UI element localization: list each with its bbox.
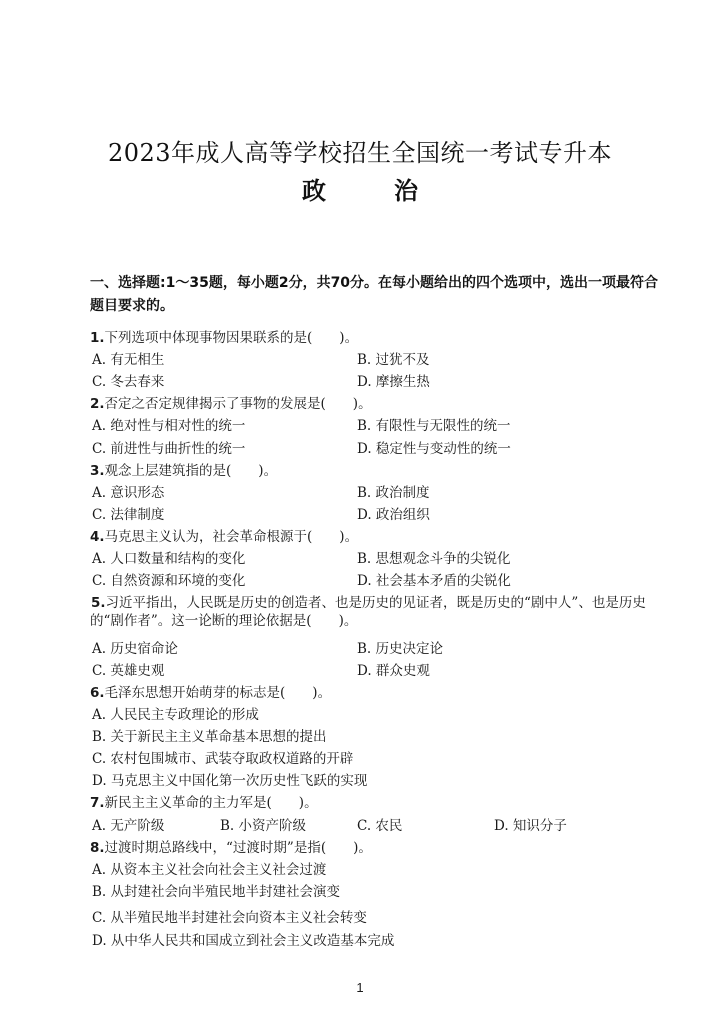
- question-text: 习近平指出，人民既是历史的创造者、也是历史的见证者，既是历史的“剧中人”、也是历史的“剧作者”。这一论断的理论依据是( )。: [90, 595, 646, 629]
- option-d[interactable]: D. 摩擦生热: [357, 374, 430, 390]
- option-c[interactable]: C. 自然资源和环境的变化: [92, 573, 246, 589]
- option-b[interactable]: B. 思想观念斗争的尖锐化: [357, 551, 511, 567]
- option-d[interactable]: D. 知识分子: [494, 818, 567, 834]
- question-number: 2.: [90, 396, 105, 412]
- option-b[interactable]: B. 政治制度: [357, 485, 430, 501]
- option-a[interactable]: A. 意识形态: [92, 485, 165, 501]
- question-8: [90, 839, 680, 857]
- question-number: 7.: [90, 795, 105, 811]
- question-number: 6.: [90, 685, 105, 701]
- question-text: 毛泽东思想开始萌芽的标志是( )。: [104, 685, 332, 701]
- option-d[interactable]: D. 稳定性与变动性的统一: [357, 441, 511, 457]
- option-c[interactable]: C. 前进性与曲折性的统一: [92, 441, 246, 457]
- option-d[interactable]: D. 马克思主义中国化第一次历史性飞跃的实现: [92, 773, 368, 789]
- option-c[interactable]: C. 冬去春来: [92, 374, 165, 390]
- question-2: [90, 395, 680, 413]
- question-3: [90, 462, 680, 480]
- question-text: 观念上层建筑指的是( )。: [104, 463, 278, 479]
- question-4: [90, 528, 680, 546]
- option-b[interactable]: B. 历史决定论: [357, 641, 444, 657]
- question-number: 1.: [90, 330, 105, 346]
- option-d[interactable]: D. 社会基本矛盾的尖锐化: [357, 573, 511, 589]
- option-c[interactable]: C. 从半殖民地半封建社会向资本主义社会转变: [92, 910, 367, 926]
- question-number: 3.: [90, 463, 105, 479]
- question-text: 马克思主义认为，社会革命根源于( )。: [104, 529, 359, 545]
- question-number: 8.: [90, 840, 105, 856]
- question-6: [90, 684, 680, 702]
- question-text: 否定之否定规律揭示了事物的发展是( )。: [104, 396, 372, 412]
- option-c[interactable]: C. 英雄史观: [92, 663, 165, 679]
- section-instruction: 一、选择题:1～35题，每小题2分，共70分。在每小题给出的四个选项中，选出一项最符合题目要求的。: [90, 275, 659, 314]
- question-number: 4.: [90, 529, 105, 545]
- option-d[interactable]: D. 从中华人民共和国成立到社会主义改造基本完成: [92, 933, 395, 949]
- option-a[interactable]: A. 历史宿命论: [92, 641, 178, 657]
- option-b[interactable]: B. 有限性与无限性的统一: [357, 418, 511, 434]
- exam-title: 2023年成人高等学校招生全国统一考试专升本: [107, 139, 613, 167]
- option-b[interactable]: B. 过犹不及: [357, 352, 430, 368]
- option-a[interactable]: A. 人民民主专政理论的形成: [92, 707, 259, 723]
- page-number: 1: [356, 980, 364, 995]
- option-d[interactable]: D. 群众史观: [357, 663, 430, 679]
- option-a[interactable]: A. 无产阶级: [92, 818, 165, 834]
- option-a[interactable]: A. 有无相生: [92, 352, 165, 368]
- question-7: [90, 794, 680, 812]
- subject-title: 政 治: [302, 176, 440, 205]
- option-a[interactable]: A. 从资本主义社会向社会主义社会过渡: [92, 862, 327, 878]
- question-1: [90, 329, 680, 347]
- option-b[interactable]: B. 从封建社会向半殖民地半封建社会演变: [92, 884, 341, 900]
- option-a[interactable]: A. 绝对性与相对性的统一: [92, 418, 246, 434]
- option-d[interactable]: D. 政治组织: [357, 507, 430, 523]
- question-text: 下列选项中体现事物因果联系的是( )。: [104, 330, 359, 346]
- question-text: 新民主主义革命的主力军是( )。: [104, 795, 318, 811]
- question-number: 5.: [91, 595, 106, 611]
- question-5: [90, 594, 672, 630]
- question-text: 过渡时期总路线中，“过渡时期”是指( )。: [104, 840, 372, 856]
- option-c[interactable]: C. 农村包围城市、武装夺取政权道路的开辟: [92, 751, 354, 767]
- option-a[interactable]: A. 人口数量和结构的变化: [92, 551, 246, 567]
- option-b[interactable]: B. 关于新民主主义革命基本思想的提出: [92, 729, 327, 745]
- option-b[interactable]: B. 小资产阶级: [220, 818, 307, 834]
- option-c[interactable]: C. 法律制度: [92, 507, 165, 523]
- option-c[interactable]: C. 农民: [357, 818, 403, 834]
